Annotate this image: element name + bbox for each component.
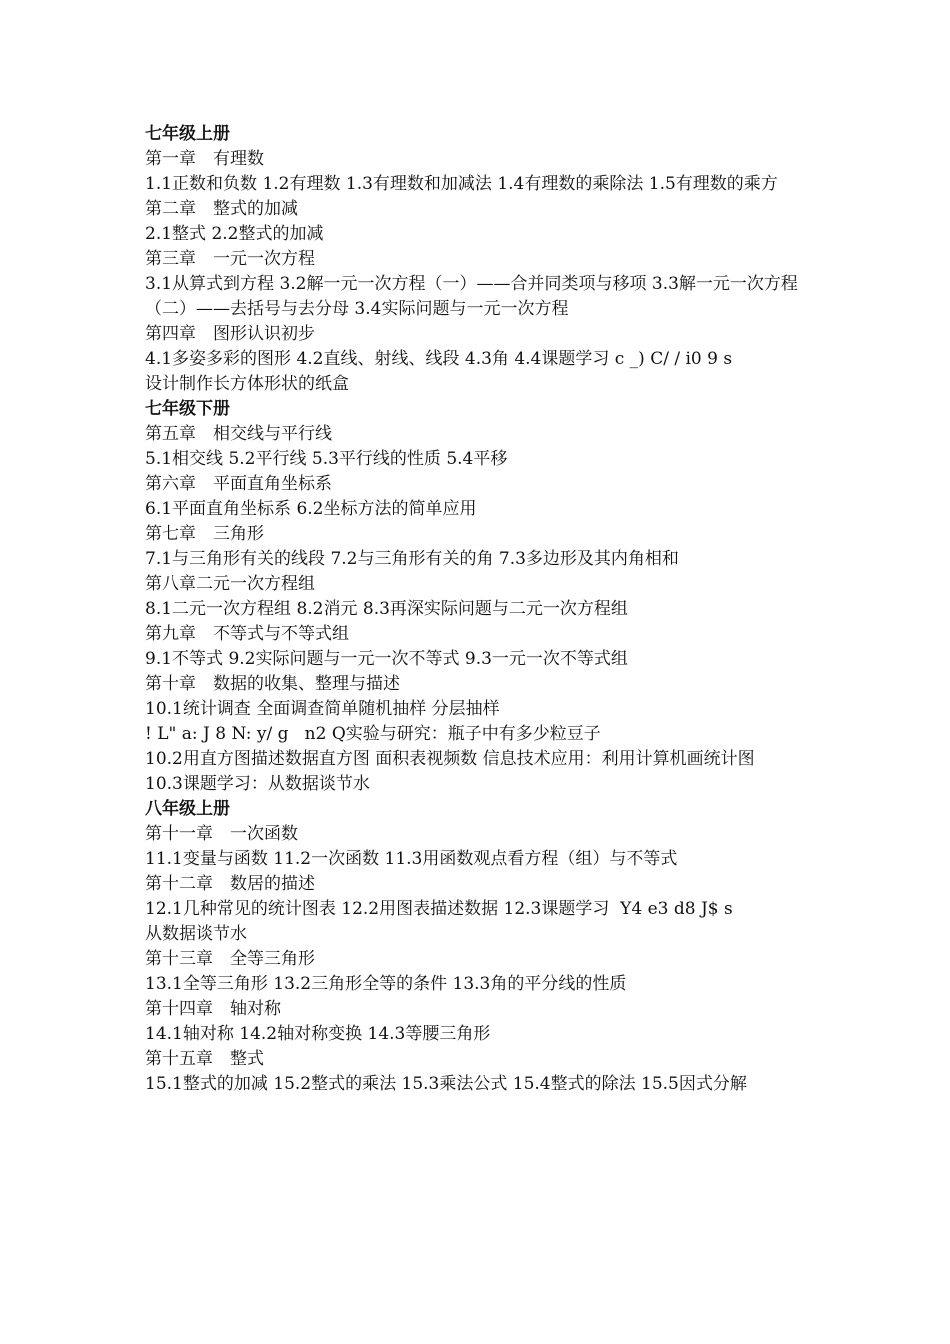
section-list: ! L" a: J 8 N: y/ g n2 Q实验与研究：瓶子中有多少粒豆子 xyxy=(145,724,601,744)
section-list: 2.1整式 2.2整式的加减 xyxy=(145,224,324,244)
chapter-title: 第五章 相交线与平行线 xyxy=(145,424,332,444)
chapter-title: 第九章 不等式与不等式组 xyxy=(145,624,349,644)
chapter-title: 第十五章 整式 xyxy=(145,1049,264,1069)
chapter-title: 第十一章 一次函数 xyxy=(145,824,298,844)
chapter-title: 第十二章 数居的描述 xyxy=(145,874,315,894)
section-list: 3.1从算式到方程 3.2解一元一次方程（一）——合并同类项与移项 3.3解一元一次方程（二）——去括号与去分母 3.4实际问题与一元一次方程 xyxy=(145,274,798,319)
section-list: 6.1平面直角坐标系 6.2坐标方法的简单应用 xyxy=(145,499,477,519)
section-list: 从数据谈节水 xyxy=(145,924,247,944)
section-list: 5.1相交线 5.2平行线 5.3平行线的性质 5.4平移 xyxy=(145,449,508,469)
section-list: 4.1多姿多彩的图形 4.2直线、射线、线段 4.3角 4.4课题学习 c _) C/ / i0 9 s xyxy=(145,349,733,369)
section-list: 10.2用直方图描述数据直方图 面积表视频数 信息技术应用：利用计算机画统计图 xyxy=(145,749,755,769)
section-list: 10.1统计调查 全面调查简单随机抽样 分层抽样 xyxy=(145,699,500,719)
section-list: 12.1几种常见的统计图表 12.2用图表描述数据 12.3课题学习 Y4 e3 d8 J$ s xyxy=(145,899,733,919)
section-list: 13.1全等三角形 13.2三角形全等的条件 13.3角的平分线的性质 xyxy=(145,974,627,994)
section-list: 9.1不等式 9.2实际问题与一元一次不等式 9.3一元一次不等式组 xyxy=(145,649,628,669)
section-list: 7.1与三角形有关的线段 7.2与三角形有关的角 7.3多边形及其内角相和 xyxy=(145,549,679,569)
section-list: 10.3课题学习：从数据谈节水 xyxy=(145,774,370,794)
chapter-title: 第三章 一元一次方程 xyxy=(145,249,315,269)
volume-heading: 七年级下册 xyxy=(145,399,230,419)
section-list: 8.1二元一次方程组 8.2消元 8.3再深实际问题与二元一次方程组 xyxy=(145,599,628,619)
section-list: 11.1变量与函数 11.2一次函数 11.3用函数观点看方程（组）与不等式 xyxy=(145,849,678,869)
chapter-title: 第六章 平面直角坐标系 xyxy=(145,474,332,494)
volume-heading: 八年级上册 xyxy=(145,799,230,819)
chapter-title: 第八章二元一次方程组 xyxy=(145,574,315,594)
chapter-title: 第一章 有理数 xyxy=(145,149,264,169)
chapter-title: 第十三章 全等三角形 xyxy=(145,949,315,969)
chapter-title: 第十章 数据的收集、整理与描述 xyxy=(145,674,400,694)
section-list: 15.1整式的加减 15.2整式的乘法 15.3乘法公式 15.4整式的除法 15.5因式分解 xyxy=(145,1074,747,1094)
chapter-title: 第四章 图形认识初步 xyxy=(145,324,315,344)
chapter-title: 第七章 三角形 xyxy=(145,524,264,544)
chapter-title: 第十四章 轴对称 xyxy=(145,999,281,1019)
section-list: 14.1轴对称 14.2轴对称变换 14.3等腰三角形 xyxy=(145,1024,491,1044)
chapter-title: 第二章 整式的加减 xyxy=(145,199,298,219)
section-list: 1.1正数和负数 1.2有理数 1.3有理数和加减法 1.4有理数的乘除法 1.5有理数的乘方 xyxy=(145,174,778,194)
document-page xyxy=(145,122,810,1097)
volume-heading: 七年级上册 xyxy=(145,124,230,144)
section-list: 设计制作长方体形状的纸盒 xyxy=(145,374,349,394)
